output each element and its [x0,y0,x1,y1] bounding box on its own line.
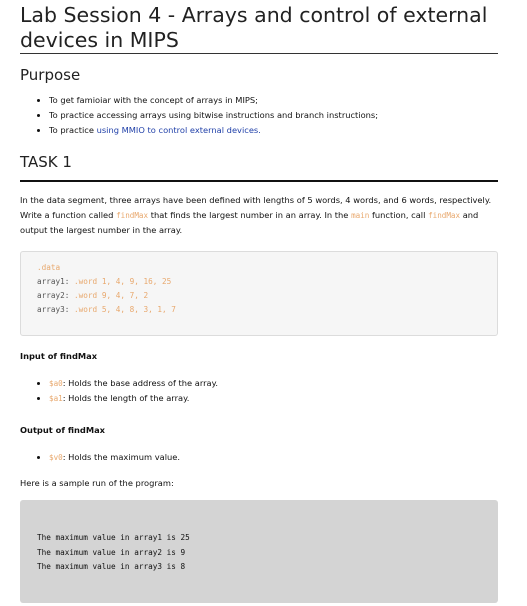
code-word-directive: .word [74,305,98,314]
list-item [49,450,180,465]
inline-code-main: main [351,211,370,220]
task-description [20,193,498,238]
input-heading: Input of findMax [20,351,98,361]
code-label: array1: [37,277,70,286]
list-item [49,108,378,123]
task-divider [20,180,498,182]
task-heading: TASK 1 [20,153,72,171]
sample-output-lines [37,531,190,575]
code-line [37,289,176,303]
code-lines [37,261,176,317]
data-segment-code-block [20,251,498,336]
list-item-text: To get famioiar with the concept of arrays in MIPS; [49,95,258,105]
list-item-text: To practice accessing arrays using bitwise instructions and branch instructions; [49,110,379,120]
output-line: The maximum value in array1 is 25 [37,533,190,542]
code-line [37,261,176,275]
code-label: array3: [37,305,70,314]
intro-text: In the data segment, three arrays have been defined with lengths of 5 words, 4 words, and 6 words, respectively. Write a function called [20,195,492,220]
list-item-text: To practice [49,125,97,135]
register-name: $v0 [49,453,63,462]
output-heading: Output of findMax [20,425,106,435]
code-label: array2: [37,291,70,300]
sample-intro: Here is a sample run of the program: [20,478,174,488]
list-item [49,93,378,108]
output-list [20,450,180,465]
list-item-text: : Holds the base address of the array. [62,378,218,388]
register-name: $a1 [49,394,63,403]
list-item-text: : Holds the length of the array. [62,393,190,403]
intro-text: and output the largest number in the array. [20,210,479,235]
inline-code-findmax: findMax [428,211,461,220]
code-line [37,303,176,317]
list-item [49,376,218,391]
list-item [49,123,378,138]
code-values: 5, 4, 8, 3, 1, 7 [101,305,176,314]
code-line [37,275,176,289]
intro-text: that finds the largest number in an array. In the [148,210,352,220]
code-values: 9, 4, 7, 2 [101,291,149,300]
register-name: $a0 [49,379,63,388]
purpose-heading: Purpose [20,66,81,84]
title-divider [20,53,498,54]
code-word-directive: .word [74,277,98,286]
sample-output-block [20,500,498,603]
purpose-list [20,93,378,138]
intro-text: function, call [369,210,429,220]
output-line: The maximum value in array3 is 8 [37,562,186,571]
list-item [49,391,218,406]
page-title: Lab Session 4 - Arrays and control of external devices in MIPS [20,3,488,52]
list-item-text: : Holds the maximum value. [62,452,180,462]
input-list [20,376,218,406]
code-word-directive: .word [74,291,98,300]
output-line: The maximum value in array2 is 9 [37,547,186,557]
mmio-link-text[interactable]: using MMIO to control external devices. [96,125,261,135]
code-values: 1, 4, 9, 16, 25 [101,277,172,286]
inline-code-findmax: findMax [116,211,149,220]
code-directive: .data [37,263,61,272]
